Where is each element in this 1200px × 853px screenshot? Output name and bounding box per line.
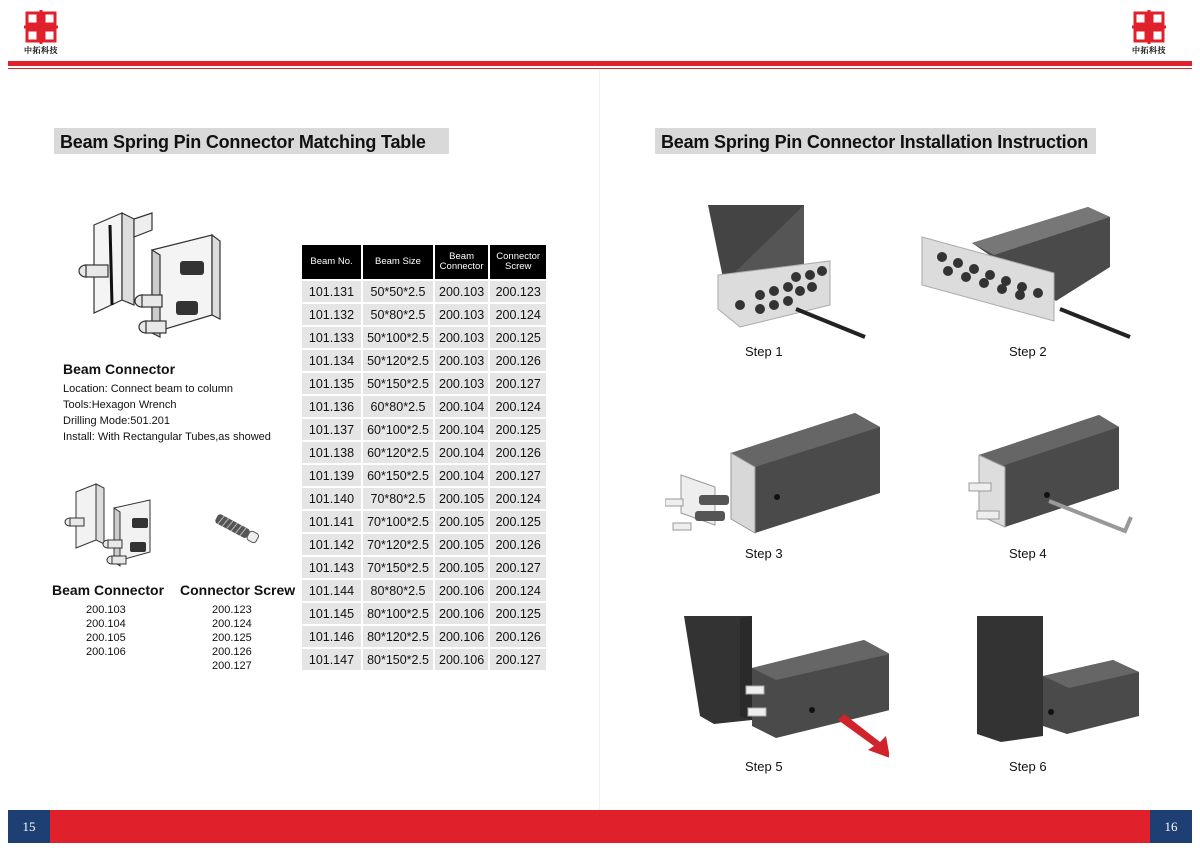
cell-connector-screw: 200.124 [490,488,546,509]
step-5-label: Step 5 [745,759,783,774]
brand-logo-left [21,10,61,56]
step-2-label: Step 2 [1009,344,1047,359]
column-header-beam-no: Beam No. [302,245,361,279]
code-item: 200.106 [86,646,126,658]
cell-beam-connector: 200.104 [435,419,488,440]
cell-connector-screw: 200.125 [490,603,546,624]
cell-connector-screw: 200.123 [490,281,546,302]
cell-beam-size: 60*80*2.5 [363,396,433,417]
page-number-left: 15 [8,810,50,843]
cell-beam-size: 70*100*2.5 [363,511,433,532]
beam-connector-list-heading: Beam Connector [52,582,165,598]
table-row [302,304,546,325]
code-item: 200.105 [86,632,126,644]
table-row [302,557,546,578]
cell-beam-no: 101.134 [302,350,361,371]
cell-beam-size: 80*150*2.5 [363,649,433,670]
cell-beam-connector: 200.106 [435,626,488,647]
cell-beam-size: 60*150*2.5 [363,465,433,486]
table-row [302,350,546,371]
cell-beam-no: 101.139 [302,465,361,486]
cell-beam-size: 50*120*2.5 [363,350,433,371]
matching-table [300,243,548,672]
beam-connector-location: Location: Connect beam to column [63,383,233,395]
beam-connector-small-illustration [62,480,162,575]
code-item: 200.127 [212,660,252,672]
beam-connector-heading: Beam Connector [63,361,176,377]
footer-bar [8,810,1192,843]
cell-beam-size: 50*80*2.5 [363,304,433,325]
cell-connector-screw: 200.124 [490,304,546,325]
cell-beam-connector: 200.103 [435,350,488,371]
cell-connector-screw: 200.124 [490,396,546,417]
cell-connector-screw: 200.126 [490,534,546,555]
cell-connector-screw: 200.126 [490,350,546,371]
cell-beam-connector: 200.104 [435,465,488,486]
column-header-beam-connector: Beam Connector [435,245,488,279]
page-fold [599,70,600,843]
code-item: 200.123 [212,604,252,616]
table-row [302,442,546,463]
table-row [302,511,546,532]
beam-connector-illustration [72,205,232,345]
cell-beam-no: 101.144 [302,580,361,601]
cell-connector-screw: 200.126 [490,626,546,647]
step-6-illustration [975,616,1145,746]
cell-beam-connector: 200.105 [435,488,488,509]
cell-beam-connector: 200.103 [435,281,488,302]
cell-connector-screw: 200.124 [490,580,546,601]
table-row [302,419,546,440]
code-item: 200.125 [212,632,252,644]
table-row [302,603,546,624]
table-row [302,649,546,670]
cell-connector-screw: 200.125 [490,419,546,440]
brand-logo-right [1129,10,1169,56]
cell-beam-no: 101.142 [302,534,361,555]
cell-beam-no: 101.141 [302,511,361,532]
cell-beam-connector: 200.105 [435,534,488,555]
cell-beam-size: 50*50*2.5 [363,281,433,302]
table-row [302,534,546,555]
cell-beam-size: 50*100*2.5 [363,327,433,348]
beam-connector-drilling: Drilling Mode:501.201 [63,415,171,427]
table-row [302,396,546,417]
beam-connector-tools: Tools:Hexagon Wrench [63,399,177,411]
step-4-label: Step 4 [1009,546,1047,561]
table-row [302,626,546,647]
step-3-illustration [665,413,887,548]
matching-table-title: Beam Spring Pin Connector Matching Table [54,128,449,154]
cell-beam-no: 101.135 [302,373,361,394]
cell-connector-screw: 200.127 [490,373,546,394]
cell-beam-no: 101.131 [302,281,361,302]
table-row [302,465,546,486]
table-row [302,281,546,302]
step-5-illustration [684,616,889,761]
connector-screw-list-heading: Connector Screw [180,582,296,598]
step-2-illustration [918,205,1138,345]
connector-screw-illustration [208,508,264,548]
cell-connector-screw: 200.127 [490,649,546,670]
cell-connector-screw: 200.127 [490,557,546,578]
cell-beam-no: 101.143 [302,557,361,578]
cell-beam-no: 101.132 [302,304,361,325]
header-divider [8,61,1192,66]
connector-screw-code-list [212,603,252,673]
cell-beam-size: 50*150*2.5 [363,373,433,394]
cell-beam-size: 60*120*2.5 [363,442,433,463]
cell-beam-connector: 200.106 [435,649,488,670]
cell-connector-screw: 200.127 [490,465,546,486]
cell-beam-no: 101.147 [302,649,361,670]
cell-beam-size: 70*120*2.5 [363,534,433,555]
table-row [302,327,546,348]
cell-beam-no: 101.136 [302,396,361,417]
cell-beam-connector: 200.106 [435,580,488,601]
table-row [302,580,546,601]
brand-logo-icon [1132,10,1166,44]
brand-name: 中拓科技 [1132,46,1166,55]
cell-beam-no: 101.140 [302,488,361,509]
beam-connector-code-list [86,603,126,659]
cell-connector-screw: 200.125 [490,511,546,532]
cell-beam-size: 80*100*2.5 [363,603,433,624]
cell-beam-connector: 200.103 [435,373,488,394]
column-header-beam-size: Beam Size [363,245,433,279]
step-4-illustration [965,413,1140,548]
cell-beam-connector: 200.103 [435,327,488,348]
table-body [302,281,546,670]
beam-connector-install: Install: With Rectangular Tubes,as showed [63,431,271,443]
cell-beam-connector: 200.105 [435,511,488,532]
code-item: 200.103 [86,604,126,616]
cell-connector-screw: 200.125 [490,327,546,348]
header-divider-thin [8,68,1192,69]
cell-beam-size: 70*150*2.5 [363,557,433,578]
cell-beam-size: 70*80*2.5 [363,488,433,509]
cell-beam-no: 101.138 [302,442,361,463]
code-item: 200.126 [212,646,252,658]
table-row [302,373,546,394]
cell-beam-no: 101.133 [302,327,361,348]
step-1-illustration [700,205,875,345]
column-header-connector-screw: Connector Screw [490,245,546,279]
step-1-label: Step 1 [745,344,783,359]
installation-title: Beam Spring Pin Connector Installation Instruction [655,128,1096,154]
brand-name: 中拓科技 [24,46,58,55]
table-header-row [302,245,546,279]
cell-beam-size: 60*100*2.5 [363,419,433,440]
step-6-label: Step 6 [1009,759,1047,774]
page-number-right: 16 [1150,810,1192,843]
cell-beam-connector: 200.105 [435,557,488,578]
cell-beam-connector: 200.106 [435,603,488,624]
cell-beam-connector: 200.103 [435,304,488,325]
table-row [302,488,546,509]
cell-beam-size: 80*120*2.5 [363,626,433,647]
cell-beam-no: 101.145 [302,603,361,624]
step-3-label: Step 3 [745,546,783,561]
cell-beam-size: 80*80*2.5 [363,580,433,601]
cell-beam-no: 101.146 [302,626,361,647]
code-item: 200.104 [86,618,126,630]
cell-beam-no: 101.137 [302,419,361,440]
brand-logo-icon [24,10,58,44]
cell-beam-connector: 200.104 [435,442,488,463]
cell-beam-connector: 200.104 [435,396,488,417]
cell-connector-screw: 200.126 [490,442,546,463]
code-item: 200.124 [212,618,252,630]
